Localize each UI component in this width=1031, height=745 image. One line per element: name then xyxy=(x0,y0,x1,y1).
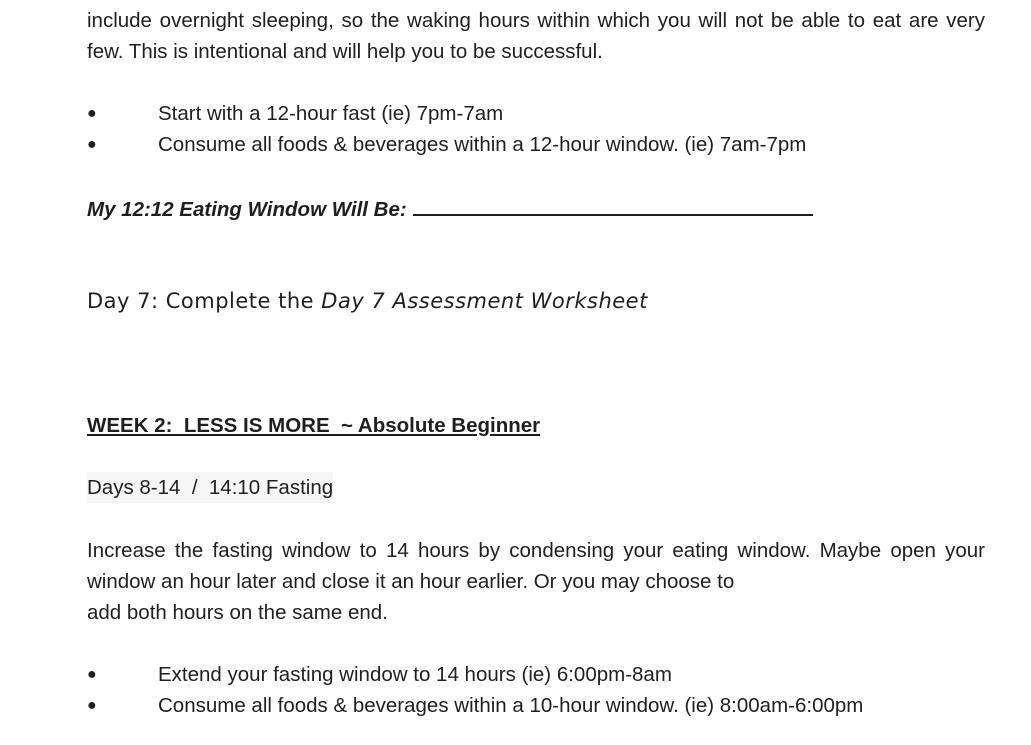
list-item xyxy=(87,659,997,690)
week2-bullet-list xyxy=(87,659,997,721)
week2-paragraph-line-3: add both hours on the same end. xyxy=(87,601,388,624)
list-item xyxy=(87,129,997,160)
eating-window-label: My 12:12 Eating Window Will Be: xyxy=(87,198,407,221)
eating-window-prompt xyxy=(87,192,813,225)
list-item-text: Consume all foods & beverages within a 12-hour window. (ie) 7am-7pm xyxy=(158,133,807,156)
list-item-text: Extend your fasting window to 14 hours (ie) 6:00pm-8am xyxy=(158,663,672,686)
week1-bullet-list xyxy=(87,98,997,160)
bullet-icon: ● xyxy=(87,666,97,683)
intro-line-2: eat are very few. This is intentional and will help you to be successful. xyxy=(87,9,985,63)
intro-line-1: include overnight sleeping, so the waking hours within which you will not be able to xyxy=(87,9,865,32)
week2-paragraph-line-1: Increase the fasting window to 14 hours by condensing your eating window. Maybe xyxy=(87,539,882,562)
bullet-icon: ● xyxy=(87,697,97,714)
bullet-icon: ● xyxy=(87,136,97,153)
intro-paragraph xyxy=(87,5,985,67)
list-item xyxy=(87,690,997,721)
week2-paragraph-line-2: open your window an hour later and close it an hour earlier. Or you may choose to xyxy=(87,539,986,593)
day7-prefix: Day 7: Complete the xyxy=(87,289,322,313)
eating-window-blank-line xyxy=(413,192,813,216)
list-item-text: Consume all foods & beverages within a 10-hour window. (ie) 8:00am-6:00pm xyxy=(158,694,864,717)
week2-paragraph xyxy=(87,535,985,628)
day7-worksheet-name: Day 7 Assessment Worksheet xyxy=(321,289,648,313)
week2-heading: WEEK 2: LESS IS MORE ~ Absolute Beginner xyxy=(87,414,541,437)
week2-days-subheading: Days 8-14 / 14:10 Fasting xyxy=(87,472,333,503)
list-item-text: Start with a 12-hour fast (ie) 7pm-7am xyxy=(158,102,504,125)
bullet-icon: ● xyxy=(87,105,97,122)
list-item xyxy=(87,98,997,129)
day7-instruction xyxy=(87,284,648,318)
